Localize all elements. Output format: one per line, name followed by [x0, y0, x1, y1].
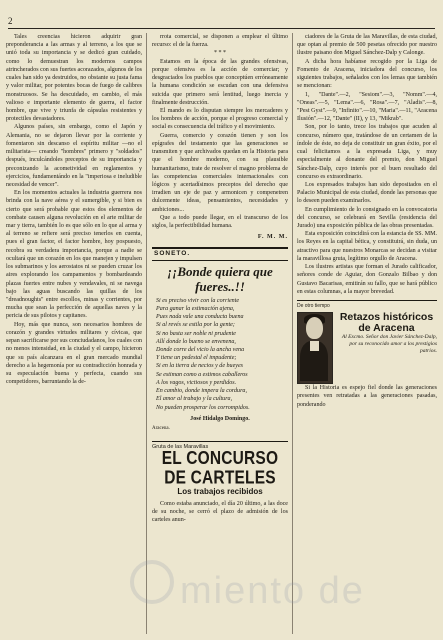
paragraph: Esta exposición coincidirá con la estancia de SS. MM. los Reyes en la capital bética, y constituirá, sin duda, un atractivo para que nuestros Monarcas se decidan a visitar la maravillosa gruta, legítimo orgullo de Aracena. [297, 231, 437, 262]
article-column-1 [6, 33, 142, 386]
dedication: Al Excmo. Señor don Javier Sánchez-Dalp, por su reconocido amor a los prestigios patrios. [341, 334, 437, 355]
article-column-2 [152, 33, 288, 524]
verse-line: Si al revés se estila por la gente; [156, 322, 235, 329]
paragraph: Algunos países, sin embargo, como el Japón y Alemania, no se dejaron llevar por la corriente y fomentaron sin descanso el espíritu militar —no el militarista— creando "hombres" primero y "soldados" después, inculcándoles preceptos de su importancia y preconizando la acometividad en reglamentos y ejercicios, fundamentándo en la "imperiosa e ineludible necesidad de vencer". [6, 124, 142, 188]
paragraph: rrota comercial, se disponen a emplear el último recurso: el de la fuerza. [152, 34, 288, 49]
page-number: 2 [8, 16, 13, 26]
verse-line: A los vagos, victiosos y perdidos. [156, 379, 237, 386]
paragraph: Son, por lo tanto, trece los trabajos que acuden al concurso, número que, tratándose de un certamen de la índole de éste, no deja de constituir un gran éxito, por el cual felicitamos a la expresada Liga, y muy especialmente al donante del premio, don Miguel Sánchez-Dalp, cuyo interés por el buen resultado del concurso es extraordinario. [297, 124, 437, 180]
verse-line: No pueden prosperar los corrompidos. [156, 404, 250, 411]
sonnet-verses [152, 297, 288, 412]
article-signature: F. M. M. [257, 234, 288, 241]
sonnet-author: José Hidalgo Domingo. [190, 415, 250, 422]
paragraph: Los expresados trabajos han sido depositados en el Palacio Municipal de esta ciudad, donde las personas que lo deseen pueden examinarlos. [297, 181, 437, 205]
concurso-subtitle: Los trabajos recibidos [177, 487, 263, 497]
verse-line: Pues nada vale una conducta buena [156, 314, 244, 321]
verse-line: Para ganar la estimación ajena, [156, 305, 235, 312]
retratos-header [297, 312, 437, 384]
paragraph: Los ilustres artistas que forman el Jurado calificador, señores conde de Aguiar, don Gonzalo Bilbao y don Gustavo Bacarisas, emitirán su fallo, que se hará público en estas columnas, a la mayor brevedad. [297, 264, 437, 295]
paragraph: Guerra, comercio y corazón tienen y son los epígrafes del testamento que las generaciones se transmiten y que archivados quedan en la Historia para que el hombre moderno, con su plausible humanitarismo, trate de resolver el magno problema de las competencias comerciales internacionales con lógicos y acertadísimos preceptos del derecho que irradien un eje de paz y armonicen y compenetren dulcemente ideas, pensamientos, necesidades y ambiciones... [152, 132, 288, 213]
verse-line: Si en la tierra de necios y de bueyes [156, 363, 243, 370]
paragraph: Tales creencias hicieron adquirir gran preponderancia a las armas y al terreno, a los que se unió toda su importancia y se dedicó gran cuidado, como lo demuestran los modernos campos atrincherados con sus fuertes acorazados, algunos de los cuales han sido ya destruidos, no obstante su justa fama y valor militar, por potentes bocas de fuego de calibres monstruosos. Se ha descuidado, en cambio, el más valioso e importante elemento de guerra, el factor hombre, que vive y triunfa de cápsulas resistentes y protectiles devastadores. [6, 34, 143, 123]
verse-line: Y tiene un pedestal el impudente; [156, 355, 237, 362]
sonnet-section-label: SONETO. [152, 247, 288, 260]
asterism-divider: * * * [213, 50, 227, 57]
paragraph: Que a todo puede llegar, en el transcurso de los siglos, la perfectibilidad humana. [152, 214, 288, 230]
watermark-logo-icon [130, 560, 174, 604]
paragraph: Como estaba anunciado, el día 20 último, a las doce de su noche, se cerró el plazo de admisión de los carteles anun- [152, 500, 288, 524]
verse-line: En cambio, donde impera la cordura, [156, 388, 247, 395]
retratos-section-label: De otro tiempo [297, 300, 437, 310]
article-column-3 [297, 33, 437, 409]
paragraph: Hoy, más que nunca, son necesarios hombres de corazón y grandes virtudes militares y cívicas, que sepan sacrificarse por sus conciudadanos, los cuales con no menos intensidad, en la ciudad y el campo, hicieron que su país alcanzara en el gran mercado mundial derecho a la hegemonía por su contradicción honrada y su especulación buena y perfecta, cuando sus competidores, barruntando la de- [6, 321, 143, 386]
paragraph: Si la Historia es espejo fiel donde las generaciones presentes ven retratadas a las generaciones pasadas, ponderando [297, 385, 437, 408]
column-divider [292, 33, 293, 634]
concurso-headline: EL CONCURSO DE CARTELES [161, 449, 279, 489]
paragraph: Estamos en la época de las grandes ofensivas, porque ofensiva es la acción de comerciar; y desgraciados los pueblos que conceptúen erróneamente la humana condición se escudan con una defensiva suicida que primero será lentitud, luego inercia y finalmente destrucción. [152, 58, 288, 106]
sonnet-place: Aracena. [152, 425, 170, 431]
verse-line: Si es preciso vivir con la corriente [156, 297, 240, 304]
portrait-image [297, 312, 333, 384]
paragraph: En los momentos actuales la industria guerrera nos brinda con la nave aérea y el sumergible, y si bien es cierto que será probable que estos dos elementos de combate causen alguna revolución en el arte militar de mar y tierra, también lo es que sólo en lo que al arma y al terreno se refiere será preciso tenerlos en cuenta, pues el gran factor, el factor hombre, hoy pospuesto, recobra su verdadera importancia, porque a nadie se ocultará que un corazón en los que manejen y impulsen los submarinos y los aerostatos ni se pueden cruzar los aires explorando los campamentos y bombardeando plazas fuertes entre nubes y vendavales, ni se navega bajo las aguas buscando las quillas de los "dreadnoughts" entre escollos, minas y corrientes, por mucha que sean la perfección de aquellas naves y la pericia de sus pilotos y capitanes. [6, 190, 142, 320]
watermark: miento de [180, 570, 365, 612]
sonnet-title: ¡¡Bonde quiera que fueres..!! [167, 263, 273, 294]
paragraph: ciadores de la Gruta de las Maravillas, de esta ciudad, que optan al premio de 500 pesetas ofrecido por nuestro ilustre paisano don Miguel Sánchez-Dalp y Calonge. [297, 34, 437, 57]
paragraph: 1, "Dante".—2, "Sesiom".—3, "Nomm".—4, "Oneas".—5, "Lema".—6, "Rosa".—7, "Aladis".—8, "Pest Gyst".—9, "Infinito".—10, "Maria".—11, "Aracena Ilusión".—12, "Dante" (II), y 13, "Mikrab". [297, 91, 437, 123]
column-divider [146, 33, 147, 634]
verse-line: Donde corre del vicio la ancha vena [156, 347, 245, 353]
verse-line: Si no basta ser noble ni prudente [156, 330, 236, 337]
paragraph: El mando es lo disputan siempre los mercaderes y los hombres de acción, porque el progreso comercial y social es consecuencia del tráfico y el movimiento. [152, 107, 288, 131]
header-rule [8, 28, 435, 29]
concurso-section-label: Gruta de las Maravillas [152, 441, 288, 451]
verse-line: Se estiman como a estimos caballeros [156, 371, 248, 378]
verse-line: Allí donde lo bueno se envenena, [156, 338, 236, 345]
retratos-headline: Retazos históricos de Aracena [339, 311, 434, 335]
paragraph: A dicha hora habíanse recogido por la Liga de Fomento de Aracena, iniciadora del concurso, los siguientes trabajos, señalados con los lemas que también se mencionan: [297, 58, 437, 90]
verse-line: El amor al trabajo y la cultura, [156, 396, 233, 403]
paragraph: En cumplimiento de lo consignado en la convocatoria del concurso, se celebrará en Sevilla (residencia del Jurado) una exposición pública de las obras presentadas. [297, 206, 437, 230]
